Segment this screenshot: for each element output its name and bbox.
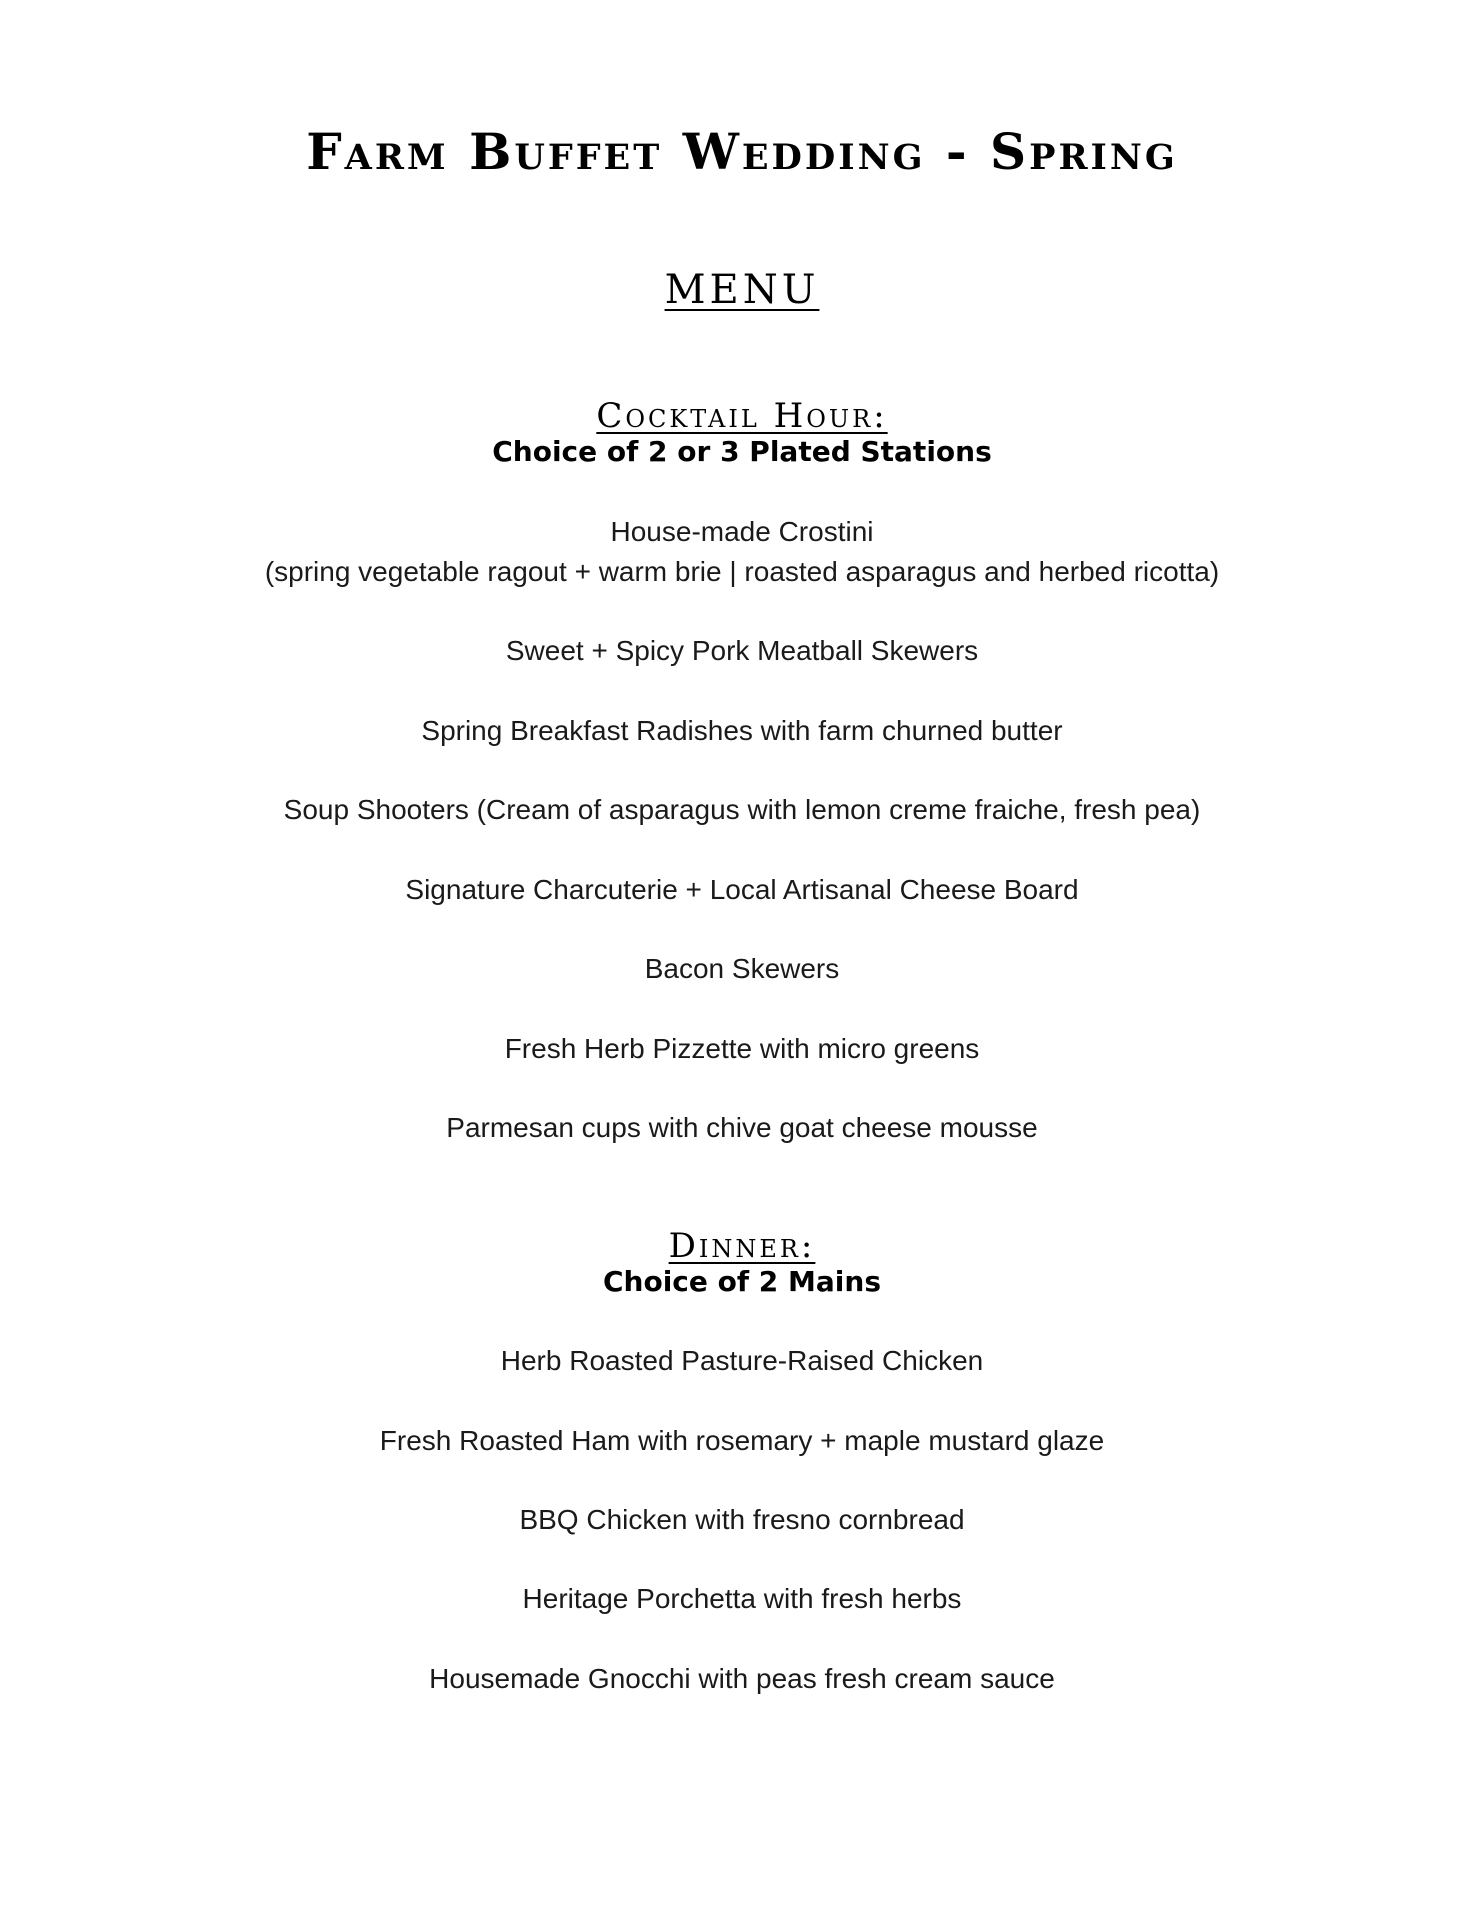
- cocktail-item: Fresh Herb Pizzette with micro greens: [504, 1033, 980, 1064]
- dinner-item: BBQ Chicken with fresno cornbread: [519, 1504, 965, 1535]
- dinner-item: Housemade Gnocchi with peas fresh cream sauce: [429, 1663, 1055, 1694]
- page-title: Farm Buffet Wedding - Spring: [306, 122, 1178, 181]
- cocktail-hour-subheading: Choice of 2 or 3 Plated Stations: [492, 435, 992, 468]
- dinner-item: Herb Roasted Pasture-Raised Chicken: [500, 1345, 984, 1376]
- menu-heading: MENU: [664, 267, 820, 313]
- cocktail-item-detail: (spring vegetable ragout + warm brie | roasted asparagus and herbed ricotta): [264, 556, 1220, 587]
- cocktail-item: Signature Charcuterie + Local Artisanal Cheese Board: [405, 874, 1079, 905]
- dinner-item: Fresh Roasted Ham with rosemary + maple mustard glaze: [379, 1425, 1105, 1456]
- cocktail-item: House-made Crostini: [610, 516, 874, 547]
- cocktail-item: Parmesan cups with chive goat cheese mousse: [446, 1112, 1038, 1143]
- dinner-subheading: Choice of 2 Mains: [602, 1265, 881, 1298]
- dinner-item: Heritage Porchetta with fresh herbs: [522, 1583, 962, 1614]
- dinner-heading: Dinner:: [668, 1226, 816, 1266]
- cocktail-hour-heading: Cocktail Hour:: [596, 396, 888, 436]
- cocktail-item: Bacon Skewers: [644, 953, 840, 984]
- cocktail-item: Spring Breakfast Radishes with farm churned butter: [421, 715, 1063, 746]
- cocktail-item: Soup Shooters (Cream of asparagus with lemon creme fraiche, fresh pea): [283, 794, 1201, 825]
- cocktail-item: Sweet + Spicy Pork Meatball Skewers: [505, 635, 979, 666]
